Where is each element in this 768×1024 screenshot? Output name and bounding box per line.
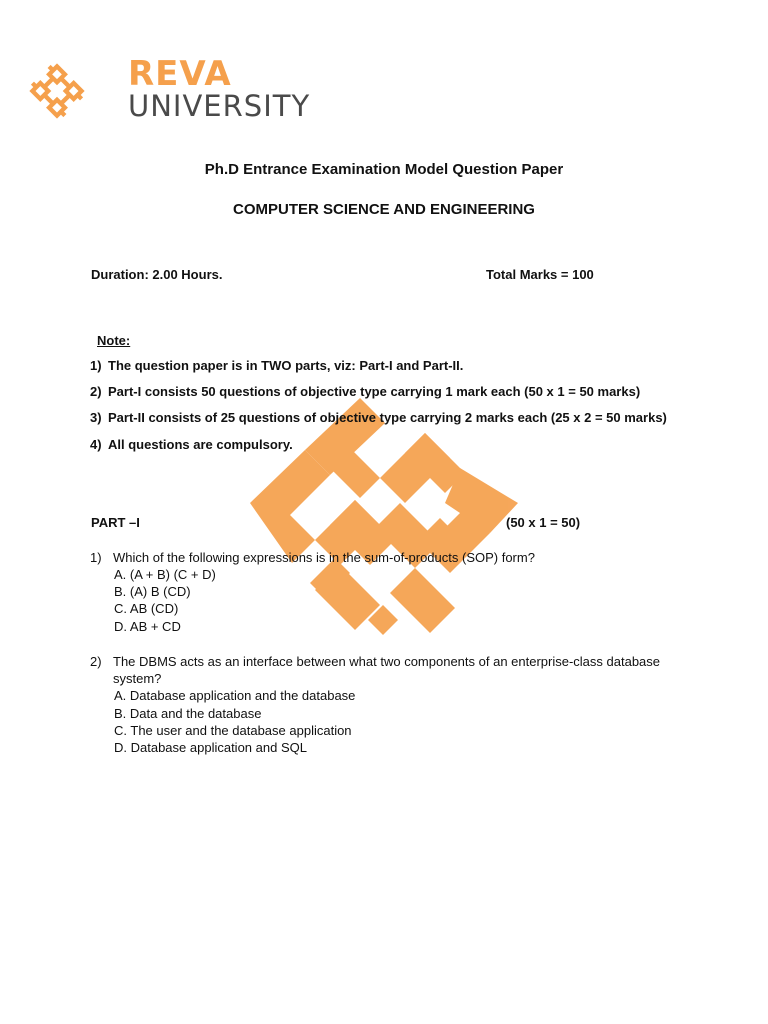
note-item-text: All questions are compulsory. <box>108 437 293 452</box>
question-number: 1) <box>90 550 102 565</box>
note-item-number: 1) <box>90 358 102 373</box>
question-text-continued: system? <box>113 671 162 686</box>
reva-knot-logo-icon <box>26 60 88 122</box>
option-d[interactable]: D. Database application and SQL <box>114 740 307 755</box>
option-d[interactable]: D. AB + CD <box>114 619 181 634</box>
note-item-text: Part-I consists 50 questions of objective type carrying 1 mark each (50 x 1 = 50 marks) <box>108 384 641 399</box>
subject-title: COMPUTER SCIENCE AND ENGINEERING <box>233 201 535 218</box>
reva-university-logo <box>26 54 316 124</box>
note-item-number: 2) <box>90 384 102 399</box>
total-marks: Total Marks = 100 <box>486 267 594 282</box>
question-text: Which of the following expressions is in the sum-of-products (SOP) form? <box>113 550 535 565</box>
note-item <box>90 409 667 426</box>
duration: Duration: 2.00 Hours. <box>91 267 223 282</box>
option-b[interactable]: B. Data and the database <box>114 706 262 721</box>
note-item-text: The question paper is in TWO parts, viz: Part-I and Part-II. <box>108 358 464 373</box>
note-heading: Note: <box>97 333 131 348</box>
note-item-number: 4) <box>90 437 102 452</box>
option-c[interactable]: C. AB (CD) <box>114 601 179 616</box>
part-one-label: PART –I <box>91 515 140 530</box>
note-item <box>90 436 293 453</box>
logo-reva-text: REVA <box>128 54 232 94</box>
logo-university-text: UNIVERSITY <box>128 89 311 123</box>
note-item-text: Part-II consists of 25 questions of objective type carrying 2 marks each (25 x 2 = 50 marks) <box>108 410 667 425</box>
option-a[interactable]: A. (A + B) (C + D) <box>114 567 216 582</box>
paper-title: Ph.D Entrance Examination Model Question Paper <box>204 161 564 178</box>
question-text: The DBMS acts as an interface between what two components of an enterprise-class database <box>113 654 661 669</box>
option-b[interactable]: B. (A) B (CD) <box>114 584 191 599</box>
note-item-number: 3) <box>90 410 102 425</box>
note-item <box>90 383 641 400</box>
part-one-marks: (50 x 1 = 50) <box>506 515 581 530</box>
question-number: 2) <box>90 654 102 669</box>
option-a[interactable]: A. Database application and the database <box>114 688 356 703</box>
option-c[interactable]: C. The user and the database application <box>114 723 352 738</box>
note-item <box>90 357 464 374</box>
